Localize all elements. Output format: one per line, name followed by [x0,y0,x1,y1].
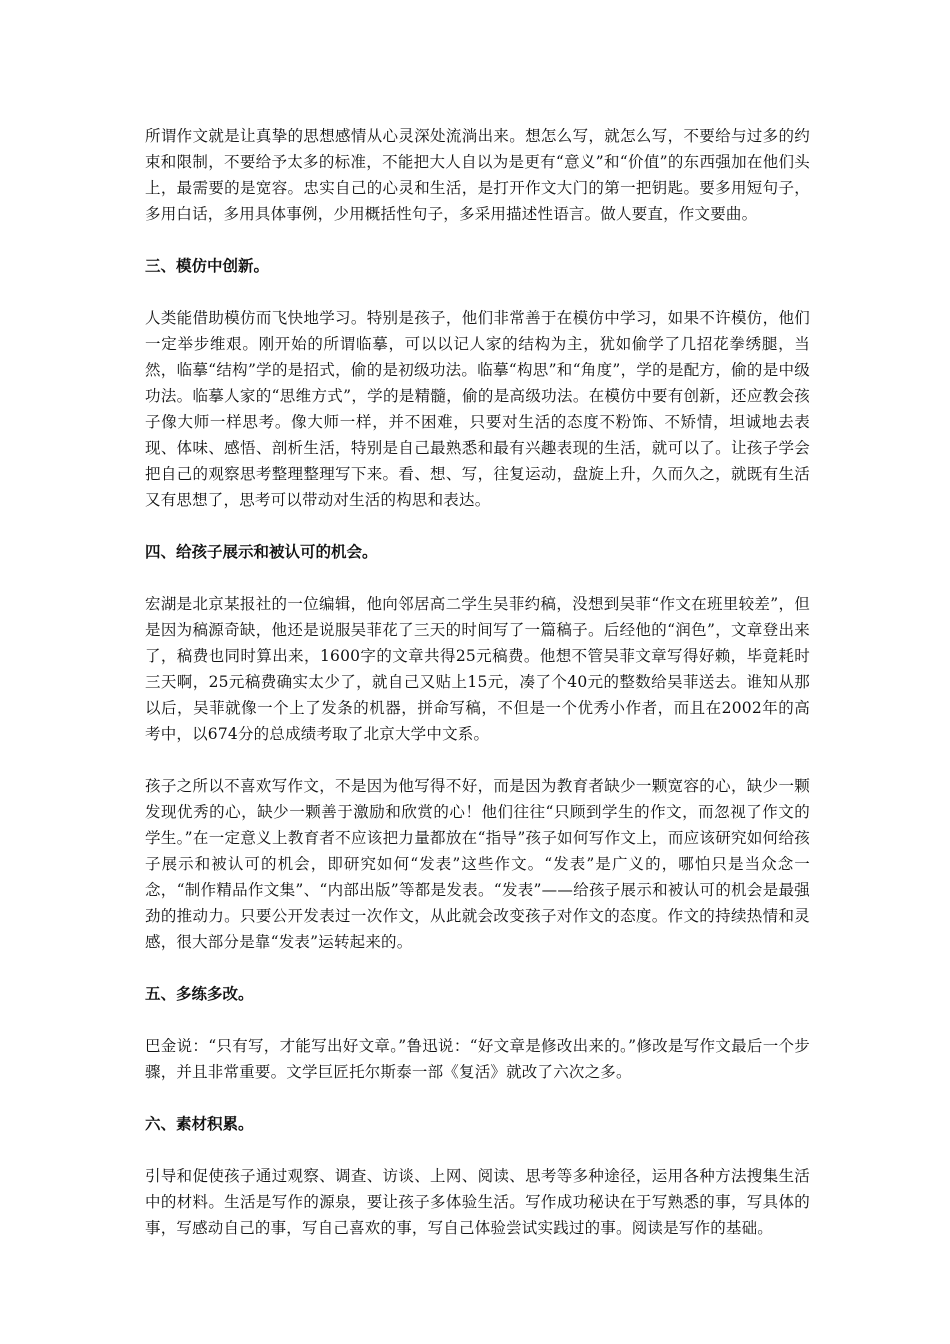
section-heading-recognition: 四、给孩子展示和被认可的机会。 [145,542,378,561]
section-heading-material: 六、素材积累。 [145,1114,254,1133]
paragraph-imitation: 人类能借助模仿而飞快地学习。特别是孩子，他们非常善于在模仿中学习，如果不许模仿，他们一定举步维艰。刚开始的所谓临摹，可以以记人家的结构为主，犹如偷学了几招花拳绣腿，当然，临摹“结构”学的是招式，偷的是初级功法。临摹“构思”和“角度”，学的是配方，偷的是中级功法。临摹人家的“思维方式”，学的是精髓，偷的是高级功法。在模仿中要有创新，还应教会孩子像大师一样思考。像大师一样，并不困难，只要对生活的态度不粉饰、不矫情，坦诚地去表现、体味、感悟、剖析生活，特别是自己最熟悉和最有兴趣表现的生活，就可以了。让孩子学会把自己的观察思考整理整理写下来。看、想、写，往复运动，盘旋上升，久而久之，就既有生活又有思想了，思考可以带动对生活的构思和表达。 [145,309,810,509]
paragraph-material: 引导和促使孩子通过观察、调查、访谈、上网、阅读、思考等多种途径，运用各种方法搜集生活中的材料。生活是写作的源泉，要让孩子多体验生活。写作成功秘诀在于写熟悉的事，写具体的事，写感动自己的事，写自己喜欢的事，写自己体验尝试实践过的事。阅读是写作的基础。 [145,1167,810,1237]
section-heading-practice: 五、多练多改。 [145,984,254,1003]
paragraph-practice: 巴金说：“只有写，才能写出好文章。”鲁迅说：“好文章是修改出来的。”修改是写作文最后一个步骤，并且非常重要。文学巨匠托尔斯泰一部《复活》就改了六次之多。 [145,1037,810,1081]
paragraph-intro: 所谓作文就是让真挚的思想感情从心灵深处流淌出来。想怎么写，就怎么写，不要给与过多的约束和限制，不要给予太多的标准，不能把大人自以为是更有“意义”和“价值”的东西强加在他们头上，最需要的是宽容。忠实自己的心灵和生活，是打开作文大门的第一把钥匙。要多用短句子，多用白话，多用具体事例，少用概括性句子，多采用描述性语言。做人要直，作文要曲。 [145,127,810,223]
paragraph-recognition-story: 宏湖是北京某报社的一位编辑，他向邻居高二学生吴菲约稿，没想到吴菲“作文在班里较差”，但是因为稿源奇缺，他还是说服吴菲花了三天的时间写了一篇稿子。后经他的“润色”，文章登出来了，稿费也同时算出来，1600字的文章共得25元稿费。他想不管吴菲文章写得好赖，毕竟耗时三天啊，25元稿费确实太少了，就自己又贴上15元，凑了个40元的整数给吴菲送去。谁知从那以后，吴菲就像一个上了发条的机器，拼命写稿，不但是一个优秀小作者，而且在2002年的高考中，以674分的总成绩考取了北京大学中文系。 [145,595,810,743]
section-heading-imitation: 三、模仿中创新。 [145,256,270,275]
document-page [145,123,810,1241]
paragraph-recognition-discussion: 孩子之所以不喜欢写作文，不是因为他写得不好，而是因为教育者缺少一颗宽容的心，缺少一颗发现优秀的心，缺少一颗善于激励和欣赏的心！他们往往“只顾到学生的作文，而忽视了作文的学生。”在一定意义上教育者不应该把力量都放在“指导”孩子如何写作文上，而应该研究如何给孩子展示和被认可的机会，即研究如何“发表”这些作文。“发表”是广义的，哪怕只是当众念一念，“制作精品作文集”、“内部出版”等都是发表。“发表”——给孩子展示和被认可的机会是最强劲的推动力。只要公开发表过一次作文，从此就会改变孩子对作文的态度。作文的持续热情和灵感，很大部分是靠“发表”运转起来的。 [145,777,810,951]
